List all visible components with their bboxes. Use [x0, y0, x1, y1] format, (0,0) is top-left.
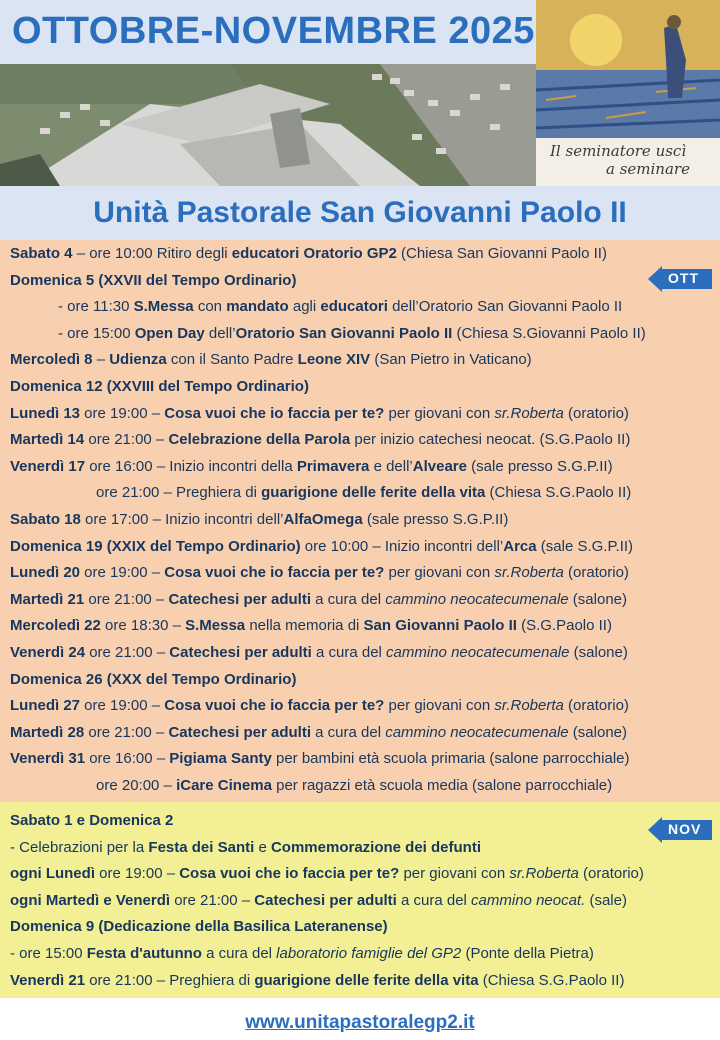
- event-text: Celebrazione della Parola: [168, 431, 351, 449]
- november-event-line: [10, 811, 173, 831]
- october-event-line: [10, 510, 508, 530]
- event-text: Cosa vuoi che io faccia per te?: [179, 865, 400, 883]
- event-text: Sabato 4: [10, 245, 73, 262]
- event-text: Oratorio San Giovanni Paolo II: [235, 324, 453, 342]
- october-event-line: [10, 537, 633, 557]
- event-text: (Chiesa San Giovanni Paolo II): [396, 245, 607, 262]
- event-text: S.Messa: [185, 617, 246, 635]
- painting-caption-line2: a seminare: [606, 160, 690, 178]
- event-text: (Chiesa S.G.Paolo II): [485, 484, 632, 502]
- october-event-line: [10, 643, 628, 663]
- event-text: - ore 15:00: [58, 324, 135, 342]
- event-text: (oratorio): [563, 404, 629, 422]
- event-text: per inizio catechesi neocat. (S.G.Paolo II): [350, 431, 631, 449]
- painting-caption-line1: Il seminatore uscì: [550, 142, 687, 160]
- october-event-line: [10, 271, 296, 291]
- event-text: con: [193, 298, 227, 316]
- event-text: mandato: [226, 298, 289, 316]
- event-text: Cosa vuoi che io faccia per te?: [164, 697, 385, 715]
- event-text: (sale S.G.P.II): [536, 537, 634, 555]
- event-text: con il Santo Padre: [166, 351, 298, 369]
- event-text: Sabato 1 e Domenica 2: [10, 812, 174, 829]
- event-text: ore 16:00 –: [85, 750, 170, 768]
- october-event-line: [10, 696, 629, 716]
- event-text: Catechesi per adulti: [168, 590, 311, 608]
- event-text: Festa d'autunno: [86, 945, 202, 962]
- october-event-line: [10, 590, 627, 610]
- event-text: –: [92, 351, 110, 369]
- november-event-line: [10, 971, 624, 991]
- event-text: per giovani con: [384, 404, 495, 422]
- event-text: ore 21:00 –: [85, 644, 170, 661]
- event-text: sr.Roberta: [494, 404, 564, 422]
- event-text: Venerdì 17: [10, 457, 86, 475]
- october-event-line: [10, 563, 629, 583]
- event-text: (S.G.Paolo II): [516, 617, 612, 635]
- event-text: ore 17:00 – Inizio incontri dell’: [80, 511, 284, 528]
- event-text: (salone): [569, 644, 628, 661]
- event-text: Domenica 19 (XXIX del Tempo Ordinario): [10, 537, 301, 555]
- event-text: (salone): [568, 590, 627, 608]
- event-text: sr.Roberta: [494, 564, 564, 582]
- event-text: (sale presso S.G.P.II): [466, 457, 613, 475]
- event-text: Lunedì 20: [10, 564, 81, 582]
- event-text: ore 21:00 – Preghiera di: [85, 971, 255, 989]
- event-text: cammino neocatecumenale: [385, 723, 569, 741]
- event-text: San Giovanni Paolo II: [363, 617, 517, 635]
- october-event-line: [10, 457, 613, 477]
- event-text: Udienza: [109, 351, 167, 369]
- event-text: guarigione delle ferite della vita: [254, 971, 479, 989]
- october-badge-label: OTT: [668, 270, 699, 286]
- event-text: - Celebrazioni per la: [10, 838, 149, 856]
- event-text: Catechesi per adulti: [254, 891, 397, 909]
- event-text: - ore 11:30: [58, 298, 134, 316]
- event-text: per bambini età scuola primaria (salone parrocchiale): [271, 750, 630, 768]
- event-text: ore 16:00 – Inizio incontri della: [85, 457, 297, 475]
- event-text: e: [254, 838, 271, 856]
- event-text: Open Day: [134, 324, 205, 342]
- event-text: Festa dei Santi: [148, 838, 255, 856]
- event-text: dell’Oratorio San Giovanni Paolo II: [387, 298, 623, 316]
- event-text: Domenica 26 (XXX del Tempo Ordinario): [10, 670, 297, 688]
- church-aerial-photo: [0, 64, 536, 186]
- event-text: Catechesi per adulti: [168, 723, 311, 741]
- october-event-line: [10, 723, 627, 743]
- october-event-line: [96, 483, 631, 503]
- event-text: (sale): [585, 891, 627, 909]
- event-text: ore 18:30 –: [100, 617, 186, 635]
- event-text: Leone XIV: [297, 351, 371, 369]
- october-event-line: [10, 670, 296, 690]
- event-text: ore 21:00 –: [84, 431, 169, 449]
- event-text: Pigiama Santy: [169, 750, 272, 768]
- event-text: per ragazzi età scuola media (salone parrocchiale): [271, 777, 613, 794]
- event-text: Mercoledì 22: [10, 617, 101, 635]
- event-text: Venerdì 21: [10, 971, 86, 989]
- event-text: ore 19:00 –: [80, 404, 165, 422]
- november-event-line: [10, 944, 594, 964]
- october-event-line: [10, 350, 532, 370]
- event-text: e dell’: [369, 457, 413, 475]
- event-text: guarigione delle ferite della vita: [261, 484, 486, 502]
- event-text: Venerdì 24: [10, 644, 86, 661]
- event-text: ore 21:00 –: [170, 891, 255, 909]
- event-text: a cura del: [310, 723, 386, 741]
- event-text: a cura del: [396, 891, 472, 909]
- event-text: dell’: [204, 324, 236, 342]
- november-event-line: [10, 864, 644, 884]
- event-text: a cura del: [311, 644, 387, 661]
- october-event-line: [58, 324, 646, 344]
- event-text: ore 19:00 –: [80, 697, 165, 715]
- event-text: ogni Martedì e Venerdì: [10, 891, 171, 909]
- october-event-line: [10, 616, 612, 636]
- event-text: Lunedì 13: [10, 404, 81, 422]
- event-text: Cosa vuoi che io faccia per te?: [164, 404, 385, 422]
- event-text: iCare Cinema: [176, 777, 272, 794]
- november-badge-label: NOV: [668, 821, 702, 837]
- event-text: Primavera: [296, 457, 370, 475]
- event-text: ore 19:00 –: [94, 865, 180, 883]
- event-text: Martedì 28: [10, 723, 85, 741]
- event-text: Catechesi per adulti: [169, 644, 312, 661]
- event-text: Cosa vuoi che io faccia per te?: [164, 564, 385, 582]
- event-text: Commemorazione dei defunti: [270, 838, 481, 856]
- sower-painting: [536, 0, 720, 186]
- event-text: ore 19:00 –: [80, 564, 165, 582]
- event-text: educatori: [320, 298, 388, 316]
- november-event-line: [10, 838, 481, 858]
- october-event-line: [10, 430, 630, 450]
- event-text: per giovani con: [384, 697, 495, 715]
- event-text: (oratorio): [563, 564, 629, 582]
- event-text: Sabato 18: [10, 511, 81, 528]
- event-text: Arca: [503, 537, 537, 555]
- event-text: – ore 10:00 Ritiro degli: [72, 245, 232, 262]
- event-text: (Chiesa S.G.Paolo II): [478, 971, 625, 989]
- october-event-line: [10, 377, 309, 397]
- event-text: educatori Oratorio GP2: [231, 245, 397, 262]
- event-text: (Ponte della Pietra): [461, 945, 594, 962]
- event-text: (San Pietro in Vaticano): [370, 351, 532, 369]
- subtitle-band: [0, 186, 720, 240]
- november-badge: [648, 817, 712, 843]
- event-text: Domenica 5 (XXVII del Tempo Ordinario): [10, 271, 297, 289]
- header-banner: [0, 0, 606, 64]
- event-text: Domenica 9 (Dedicazione della Basilica Lateranense): [10, 918, 388, 936]
- event-text: (salone): [568, 723, 627, 741]
- october-event-line: [10, 244, 607, 264]
- event-text: ore 20:00 –: [96, 777, 177, 794]
- event-text: laboratorio famiglie del GP2: [276, 945, 462, 962]
- page-title: OTTOBRE-NOVEMBRE 2025: [12, 10, 535, 52]
- event-text: Martedì 21: [10, 590, 85, 608]
- november-event-line: [10, 891, 627, 911]
- event-text: per giovani con: [384, 564, 495, 582]
- event-text: - ore 15:00: [10, 945, 87, 962]
- event-text: ore 10:00 – Inizio incontri dell’: [300, 537, 504, 555]
- october-badge: [648, 266, 712, 292]
- event-text: (oratorio): [563, 697, 629, 715]
- event-text: cammino neocatecumenale: [386, 644, 570, 661]
- website-link[interactable]: www.unitapastoralegp2.it: [245, 1012, 475, 1033]
- event-text: ore 21:00 –: [84, 590, 169, 608]
- event-text: nella memoria di: [245, 617, 364, 635]
- event-text: cammino neocat.: [471, 891, 586, 909]
- event-text: Mercoledì 8: [10, 351, 93, 369]
- event-text: agli: [288, 298, 321, 316]
- event-text: (oratorio): [578, 865, 644, 883]
- event-text: Lunedì 27: [10, 697, 81, 715]
- event-text: (Chiesa S.Giovanni Paolo II): [452, 324, 646, 342]
- october-event-line: [10, 404, 629, 424]
- event-text: ore 21:00 –: [84, 723, 169, 741]
- event-text: ore 21:00 – Preghiera di: [96, 484, 262, 502]
- event-text: a cura del: [201, 945, 277, 962]
- event-text: cammino neocatecumenale: [385, 590, 569, 608]
- event-text: per giovani con: [399, 865, 510, 883]
- october-event-line: [58, 297, 622, 317]
- event-text: S.Messa: [133, 298, 194, 316]
- event-text: sr.Roberta: [494, 697, 564, 715]
- event-text: a cura del: [310, 590, 386, 608]
- painting-caption: [536, 138, 720, 186]
- october-event-line: [10, 749, 630, 769]
- november-event-line: [10, 917, 388, 937]
- parish-unit-title: Unità Pastorale San Giovanni Paolo II: [93, 196, 627, 229]
- event-text: AlfaOmega: [283, 511, 363, 528]
- event-text: Domenica 12 (XXVIII del Tempo Ordinario): [10, 378, 309, 395]
- october-event-line: [96, 776, 612, 796]
- event-text: sr.Roberta: [509, 865, 579, 883]
- event-text: ogni Lunedì: [10, 865, 95, 883]
- event-text: (sale presso S.G.P.II): [362, 511, 509, 528]
- event-text: Martedì 14: [10, 431, 85, 449]
- event-text: Venerdì 31: [10, 750, 86, 768]
- event-text: Alveare: [412, 457, 467, 475]
